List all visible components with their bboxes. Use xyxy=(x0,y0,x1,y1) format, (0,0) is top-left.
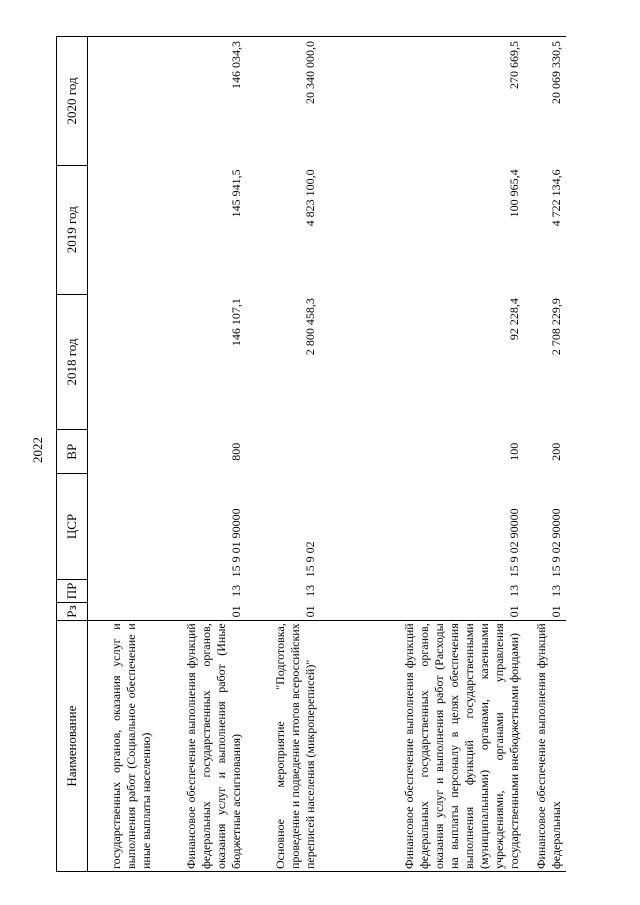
row-rz xyxy=(88,602,157,620)
header-vr: ВР xyxy=(57,430,88,474)
budget-table xyxy=(56,36,566,872)
row-pr: 13 xyxy=(229,584,243,597)
row-2018: 146 107,1 xyxy=(229,298,243,347)
row-csr: 15 9 02 90000 xyxy=(549,508,563,578)
header-csr: ЦСР xyxy=(57,474,88,580)
row-rz: 01 xyxy=(229,605,243,618)
table-row xyxy=(320,37,524,872)
row-2019: 100 965,4 xyxy=(507,169,521,218)
header-pr: ПР xyxy=(57,579,88,602)
budget-table-page xyxy=(56,36,609,872)
row-csr: 15 9 02 90000 xyxy=(507,508,521,578)
table-header-row xyxy=(57,37,88,872)
row-2020: 270 669,5 xyxy=(320,37,524,166)
row-2018: 92 228,4 xyxy=(507,298,521,341)
table-row xyxy=(156,37,246,872)
table-row xyxy=(88,37,157,872)
row-vr: 200 xyxy=(549,442,563,461)
row-name: Финансовое обеспечение выполнения функций федеральных государственных органов, оказания услуг и выполнения работ (Расходы на выплаты персоналу в целях обеспечения выполнения функций государственными (муниципальными) органами, казенными учреждениями, органами управления государственными внебюджетными фондами) xyxy=(320,621,524,872)
header-name: Наименование xyxy=(57,621,88,872)
row-2020: 20 340 000,0 xyxy=(246,37,320,166)
table-row xyxy=(246,37,320,872)
row-vr xyxy=(88,430,157,474)
row-pr: 13 xyxy=(303,584,317,597)
page-number: 2022 xyxy=(30,437,45,463)
table-row xyxy=(524,37,566,872)
row-csr: 15 9 02 xyxy=(303,541,317,578)
row-2018: 2 708 229,9 xyxy=(549,298,563,356)
row-2018 xyxy=(88,294,157,430)
row-name: государственных органов, оказания услуг и выполнения работ (Социальное обеспечение и иные выплаты населению) xyxy=(88,621,157,872)
header-2020: 2020 год xyxy=(57,37,88,166)
row-2019: 4 823 100,0 xyxy=(303,169,317,227)
row-2020 xyxy=(88,37,157,166)
row-name: Финансовое обеспечение выполнения функций федеральных xyxy=(524,621,566,872)
row-rz: 01 xyxy=(507,605,521,618)
row-2020: 20 069 330,5 xyxy=(524,37,566,166)
row-rz: 01 xyxy=(549,605,563,618)
row-vr: 800 xyxy=(229,442,243,461)
header-2019: 2019 год xyxy=(57,165,88,294)
row-name: Финансовое обеспечение выполнения функций федеральных государственных органов, оказания услуг и выполнения работ (Иные бюджетные ассигнования) xyxy=(156,621,246,872)
row-2019 xyxy=(88,165,157,294)
row-pr xyxy=(88,579,157,602)
row-vr: 100 xyxy=(507,442,521,461)
row-vr xyxy=(246,430,320,474)
header-rz: Рз xyxy=(57,602,88,620)
row-2018: 2 800 458,3 xyxy=(303,298,317,356)
row-pr: 13 xyxy=(507,584,521,597)
row-csr xyxy=(88,474,157,580)
row-2019: 4 722 134,6 xyxy=(549,169,563,227)
row-2020: 146 034,3 xyxy=(156,37,246,166)
row-pr: 13 xyxy=(549,584,563,597)
row-2019: 145 941,5 xyxy=(229,169,243,218)
row-rz: 01 xyxy=(303,605,317,618)
row-csr: 15 9 01 90000 xyxy=(229,508,243,578)
row-name: Основное мероприятие "Подготовка, проведение и подведение итогов всероссийских переписей населения (микропереписей)" xyxy=(246,621,320,872)
header-2018: 2018 год xyxy=(57,294,88,430)
